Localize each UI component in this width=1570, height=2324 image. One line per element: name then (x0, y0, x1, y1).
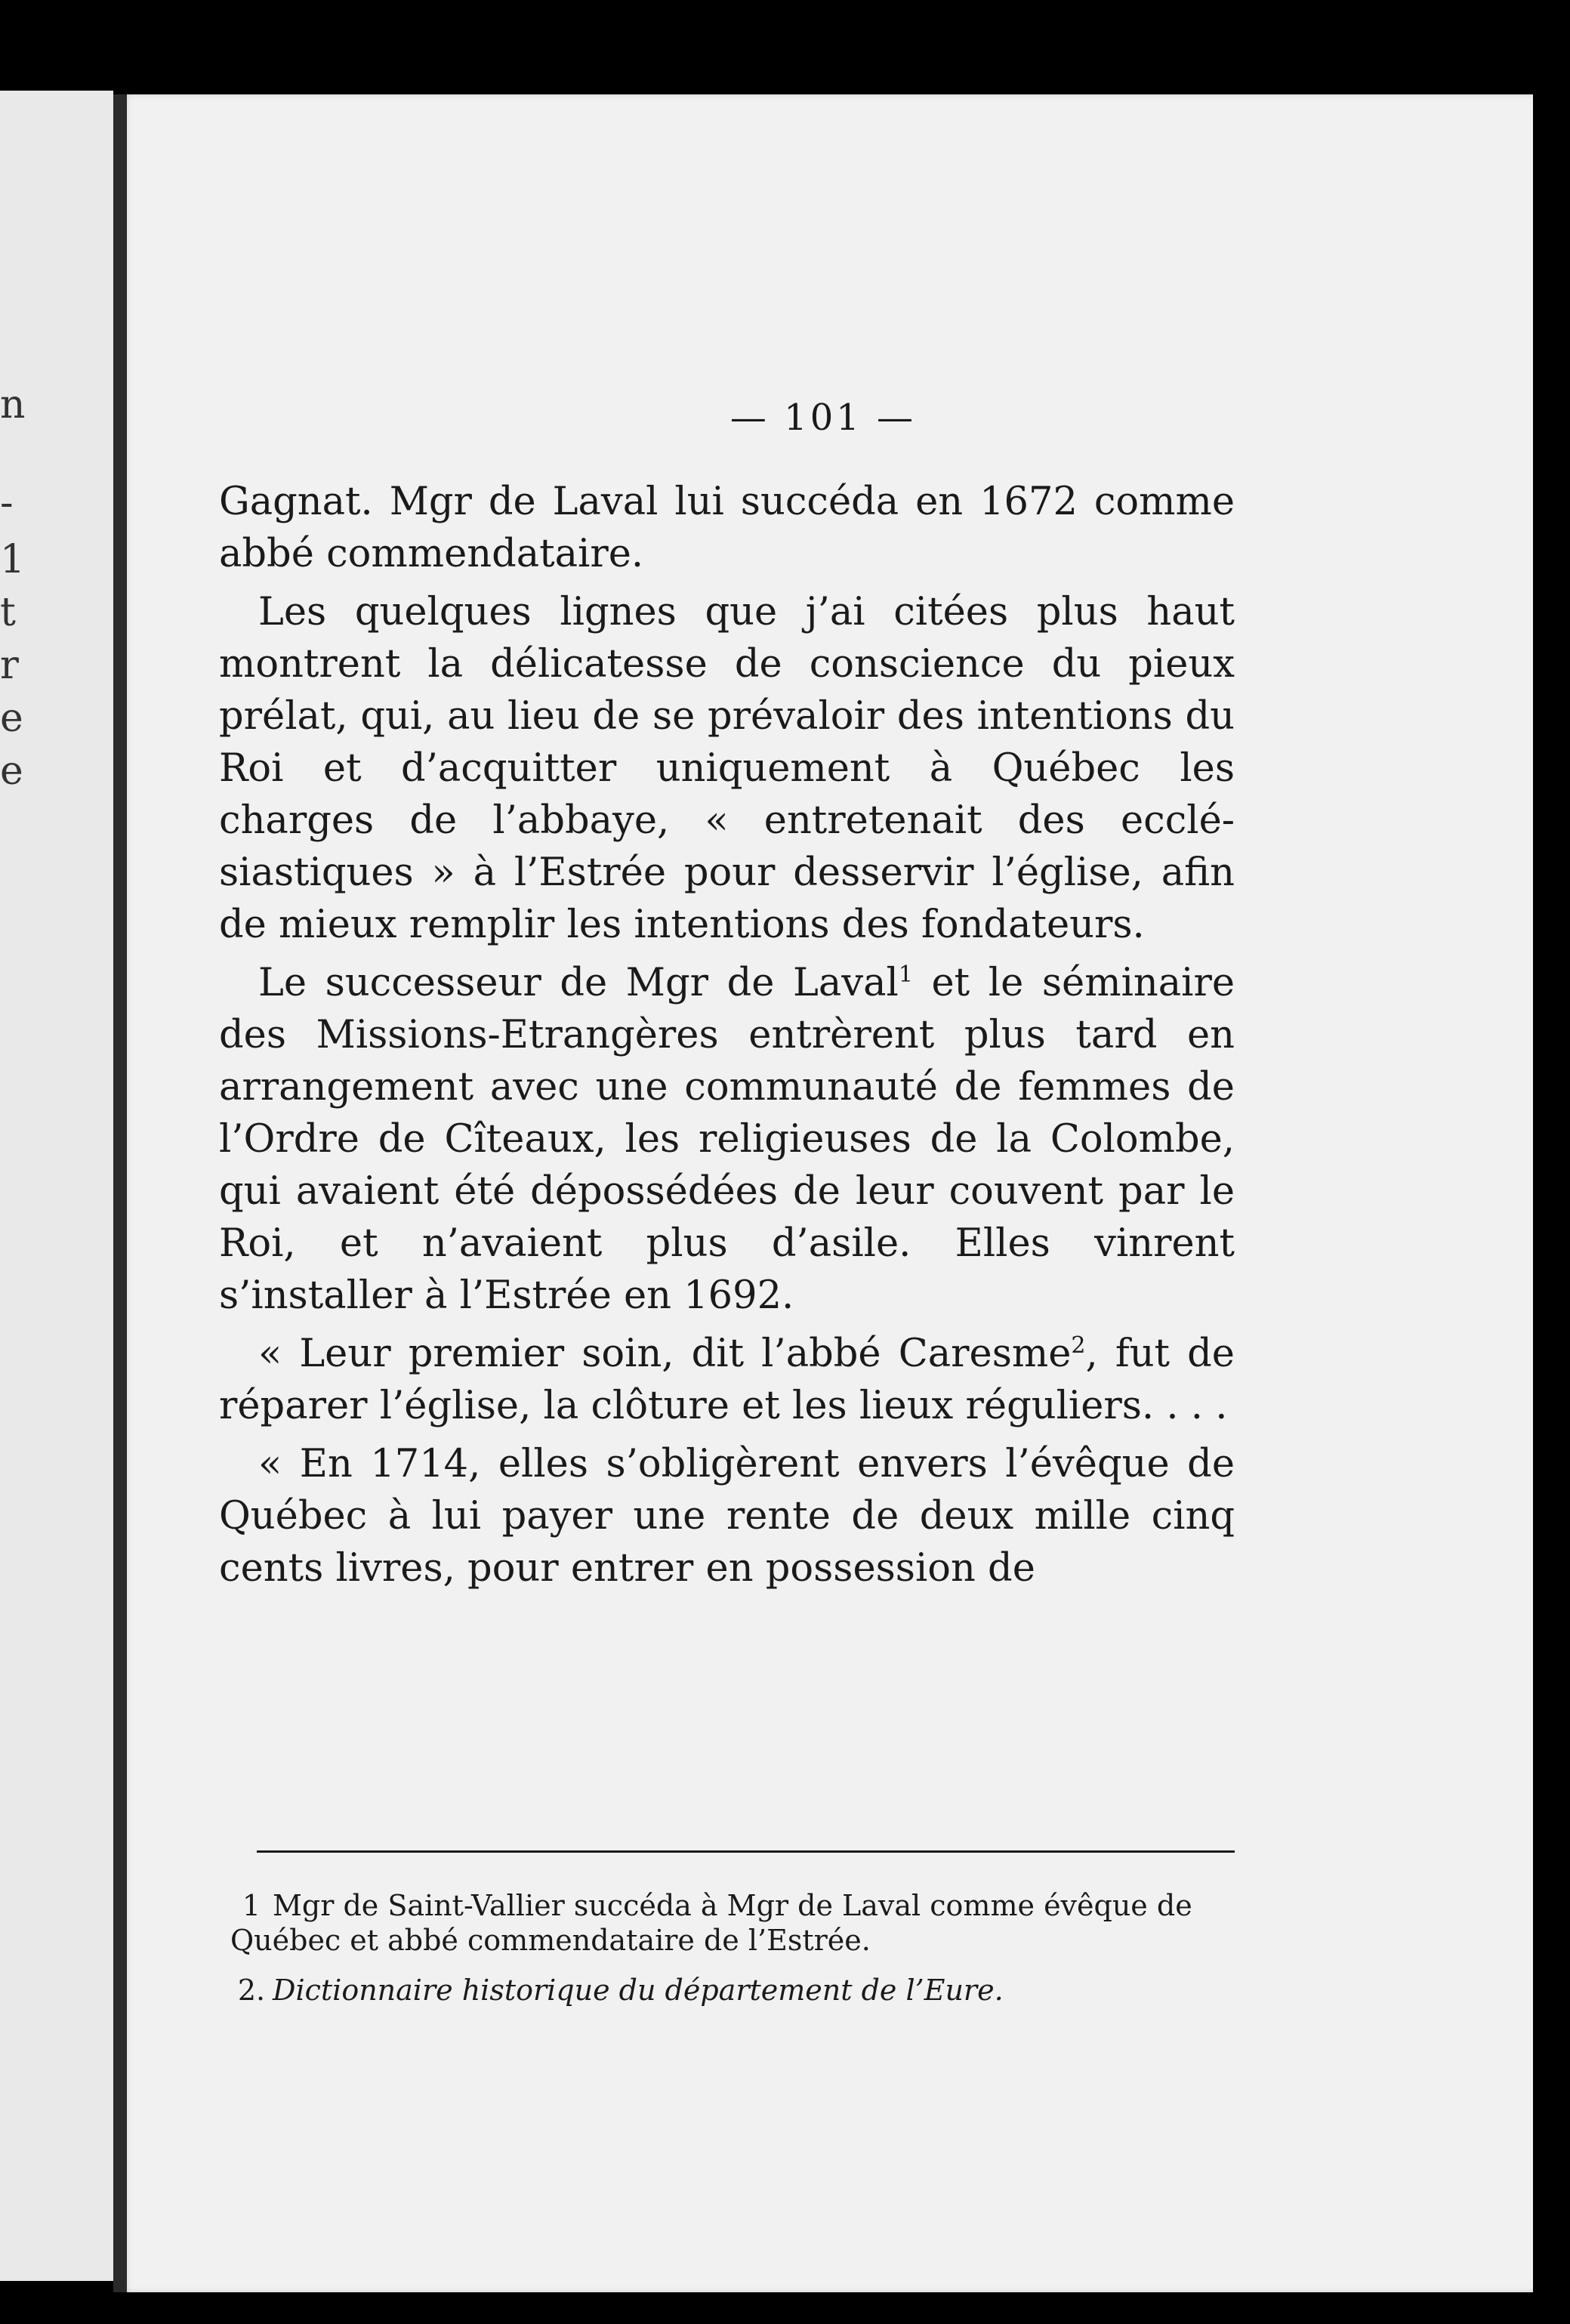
footnote-ref-1: 1 (898, 961, 913, 988)
paragraph-1 (219, 476, 1235, 580)
margin-fragment: n (0, 382, 26, 427)
footnote-ref-2: 2 (1071, 1332, 1086, 1359)
paragraph-4 (219, 1328, 1235, 1432)
binding-gutter (113, 94, 127, 2292)
paragraph-3 (219, 957, 1235, 1322)
paragraph-text: Le successeur de Mgr de Laval (258, 961, 899, 1005)
body-text (219, 476, 1235, 1600)
footnote-1 (230, 1888, 1235, 1958)
margin-fragment: - (0, 480, 14, 526)
margin-fragment: e (0, 748, 23, 794)
footnotes (230, 1888, 1235, 2023)
footnote-text: Dictionnaire historique du département de l’Eure. (273, 1974, 1004, 2007)
paragraph-text: et le séminaire des Missions-Etrangères entrèrent plus tard en arrangement avec une communauté de femmes de l’Ordre de Cîteaux, les religieuses de la Colombe, qui avaient été dépossédées de leur couvent par le Roi, et n’avaient plus d’asile. Elles vinrent s’installer à l’Estrée en 1692. (219, 961, 1235, 1318)
paragraph-text: , fut de réparer l’église, la clôture et les lieux réguliers. . . . (219, 1332, 1235, 1428)
margin-fragment: t (0, 590, 16, 635)
footnote-text: Mgr de Saint-Vallier succéda à Mgr de Laval comme évêque de Québec et abbé commendataire de l’Estrée. (230, 1889, 1192, 1957)
facing-page-edge (0, 91, 113, 2281)
footnote-2 (230, 1973, 1235, 2008)
paragraph-5 (219, 1438, 1235, 1594)
margin-fragment: r (0, 643, 19, 688)
paragraph-2 (219, 586, 1235, 951)
paragraph-text: Gagnat. Mgr de Laval lui succéda en 1672 comme abbé commendataire. (219, 480, 1235, 576)
page-number: — 101 — (729, 397, 917, 439)
footnote-marker: 1 (242, 1889, 261, 1922)
paragraph-text: « Leur premier soin, dit l’abbé Caresme (258, 1332, 1072, 1376)
footnote-marker: 2. (237, 1974, 266, 2007)
margin-fragment: e (0, 696, 23, 741)
footnote-rule (257, 1850, 1235, 1853)
paragraph-text: Les quelques lignes que j’ai citées plus haut montrent la délicatesse de conscience du pieux prélat, qui, au lieu de se prévaloir des intentions du Roi et d’acquitter uniquement à Québec les charges de l’abbaye, « entretenait des ecclésiastiques » à l’Estrée pour desservir l’église, afin de mieux remplir les intentions des fondateurs. (219, 590, 1235, 947)
paragraph-text: « En 1714, elles s’obligèrent envers l’évêque de Québec à lui payer une rente de deux mille cinq cents livres, pour entrer en possession de (219, 1442, 1235, 1591)
book-page (113, 94, 1533, 2292)
margin-fragment: 1 (0, 537, 26, 582)
